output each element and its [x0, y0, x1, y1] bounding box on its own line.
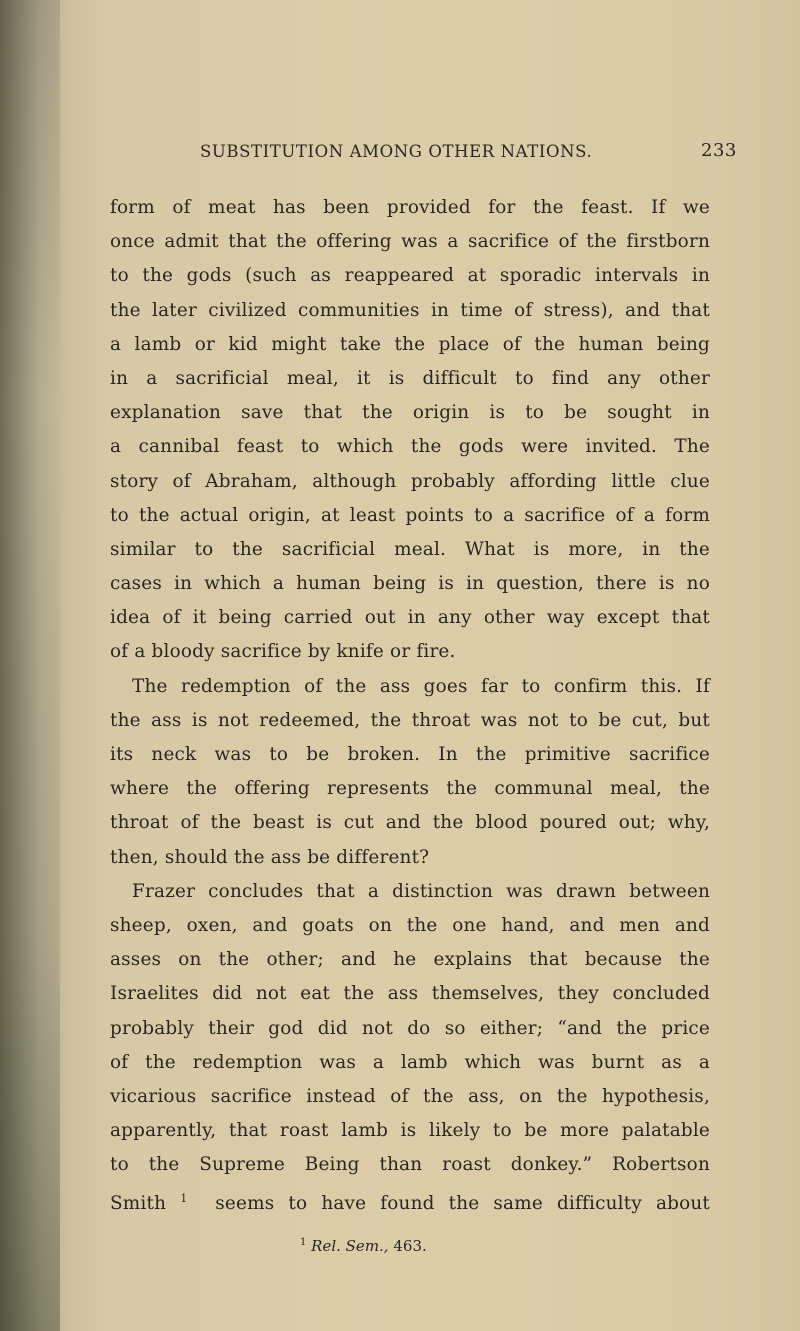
- text-line: a lamb or kid might take the place of the human being: [110, 333, 710, 355]
- running-title: SUBSTITUTION AMONG OTHER NATIONS.: [200, 142, 593, 161]
- text-line: similar to the sacrificial meal. What is more, in the: [110, 538, 710, 560]
- text-line: the later civilized communities in time of stress), and that: [110, 299, 710, 321]
- text-line: to the Supreme Being than roast donkey.” Robertson: [110, 1154, 710, 1176]
- footnote-page: 463.: [393, 1237, 427, 1255]
- text-line: to the actual origin, at least points to a sacrifice of a form: [110, 504, 710, 526]
- text-line: Israelites did not eat the ass themselves, they concluded: [110, 983, 710, 1005]
- text-line: explanation save that the origin is to be sought in: [110, 402, 710, 424]
- text-line: Frazer concludes that a distinction was drawn between: [132, 880, 710, 902]
- text-line: sheep, oxen, and goats on the one hand, and men and: [110, 914, 710, 936]
- text-line: story of Abraham, although probably affording little clue: [110, 470, 710, 492]
- page-edge-shadow: [0, 0, 60, 1331]
- footnote-source: Rel. Sem.,: [311, 1237, 389, 1255]
- text-line: vicarious sacrifice instead of the ass, on the hypothesis,: [110, 1085, 710, 1107]
- text-line: the ass is not redeemed, the throat was not to be cut, but: [110, 709, 710, 731]
- footnote: [300, 1237, 427, 1255]
- text-fragment: Smith: [110, 1193, 167, 1215]
- text-line: form of meat has been provided for the feast. If we: [110, 197, 710, 218]
- text-line: then, should the ass be different?: [110, 846, 430, 868]
- text-line: of the redemption was a lamb which was burnt as a: [110, 1051, 710, 1073]
- footnote-reference: 1: [180, 1192, 188, 1206]
- text-line: idea of it being carried out in any other way except that: [110, 607, 710, 629]
- text-line: to the gods (such as reappeared at sporadic intervals in: [110, 265, 710, 287]
- text-line: The redemption of the ass goes far to confirm this. If: [132, 675, 710, 697]
- text-line: where the offering represents the communal meal, the: [110, 778, 710, 800]
- text-line: its neck was to be broken. In the primitive sacrifice: [110, 744, 710, 765]
- text-line: a cannibal feast to which the gods were invited. The: [110, 436, 710, 458]
- text-line: throat of the beast is cut and the blood poured out; why,: [110, 812, 710, 834]
- text-line: probably their god did not do so either; “and the price: [110, 1017, 710, 1039]
- text-fragment: seems to have found the same difficulty about: [215, 1193, 711, 1215]
- text-line: once admit that the offering was a sacrifice of the firstborn: [110, 231, 710, 253]
- text-line: of a bloody sacrifice by knife or fire.: [110, 641, 456, 663]
- text-line: in a sacrificial meal, it is difficult to find any other: [110, 367, 710, 389]
- page-number: 233: [701, 140, 737, 161]
- text-line: apparently, that roast lamb is likely to be more palatable: [110, 1120, 710, 1142]
- body-text: [110, 191, 710, 1217]
- footnote-number: 1: [300, 1237, 307, 1248]
- text-line-with-footnote: [110, 1182, 710, 1216]
- text-line: cases in which a human being is in question, there is no: [110, 573, 710, 595]
- text-line: asses on the other; and he explains that because the: [110, 949, 710, 971]
